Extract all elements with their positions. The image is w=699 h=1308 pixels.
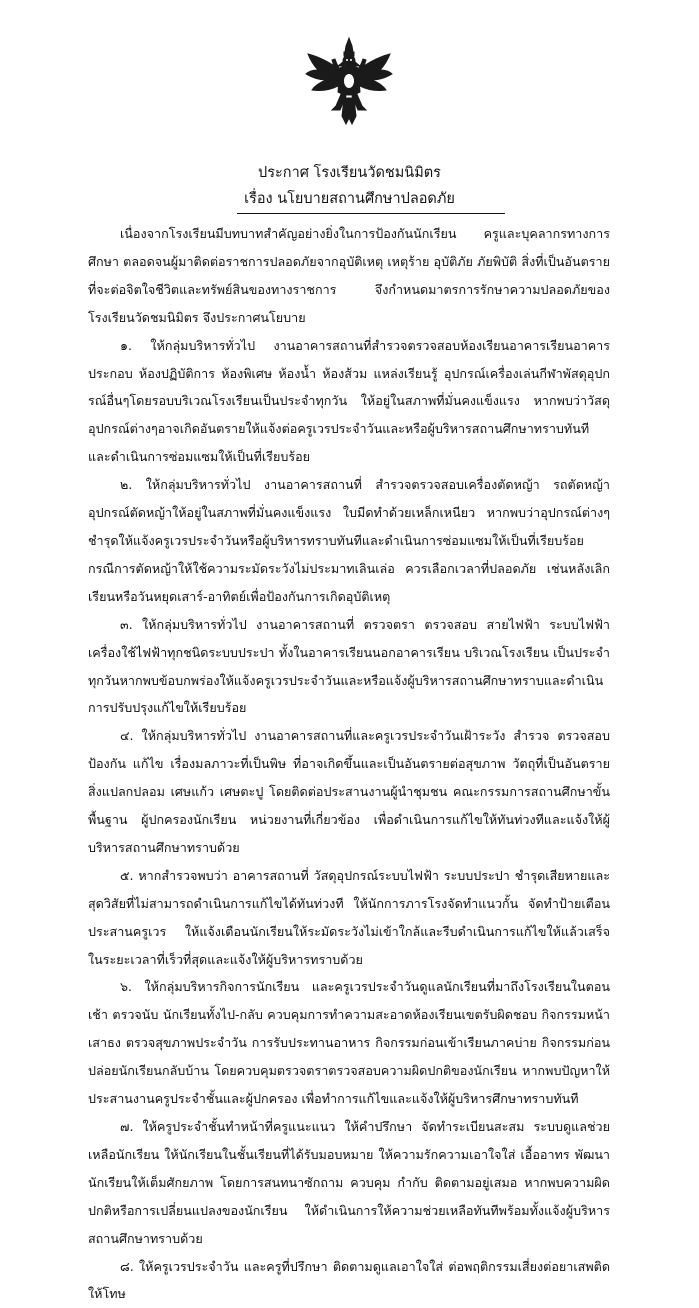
policy-item-3: ๓. ให้กลุ่มบริหารทั่วไป งานอาคารสถานที่ ตรวจตรา ตรวจสอบ สายไฟฟ้า ระบบไฟฟ้า เครื่องใช้ไฟฟ้าทุกชนิดระบบประปา ทั้งในอาคารเรียนนอกอาคารเรียน บริเวณโรงเรียน เป็นประจำทุกวันหากพบข้อบกพร่องให้แจ้งครูเวรประจำวันและหรือแจ้งผู้บริหารสถานศึกษาทราบและดำเนินการปรับปรุงแก้ไขให้เรียบร้อย [88,616,610,716]
policy-item-8: ๘. ให้ครูเวรประจำวัน และครูที่ปรึกษา ติดตามดูแลเอาใจใส่ ต่อพฤติกรรมเสี่ยงต่อยาเสพติดให้โทษ [88,1258,610,1302]
announcement-body [88,220,610,1308]
announcement-subject: เรื่อง นโยบายสถานศึกษาปลอดภัย [244,191,455,207]
policy-item-4: ๔. ให้กลุ่มบริหารทั่วไป งานอาคารสถานที่และครูเวรประจำวันเฝ้าระวัง สำรวจ ตรวจสอบ ป้องกัน แก้ไข เรื่องมลภาวะที่เป็นพิษ ที่อาจเกิดขึ้นและเป็นอันตรายต่อสุขภาพ วัตถุที่เป็นอันตราย สิ่งแปลกปลอม เศษแก้ว เศษตะปู โดยติดต่อประสานงานผู้นำชุมชน คณะกรรมการสถานศึกษาขั้นพื้นฐาน ผู้ปกครองนักเรียน หน่วยงานที่เกี่ยวข้อง เพื่อดำเนินการแก้ไขให้ทันท่วงทีและแจ้งให้ผู้บริหารสถานศึกษาทราบด้วย [88,728,610,855]
policy-item-1: ๑. ให้กลุ่มบริหารทั่วไป งานอาคารสถานที่สำรวจตรวจสอบห้องเรียนอาคารเรียนอาคารประกอบ ห้องปฏิบัติการ ห้องพิเศษ ห้องน้ำ ห้องส้วม แหล่งเรียนรู้ อุปกรณ์เครื่องเล่นกีฬาพัสดุอุปกรณ์อื่นๆโดยรอบบริเวณโรงเรียนเป็นประจำทุกวัน ให้อยู่ในสภาพที่มั่นคงแข็งแรง หากพบว่าวัสดุอุปกรณ์ต่างๆอาจเกิดอันตรายให้แจ้งต่อครูเวรประจำวันและหรือผู้บริหารสถานศึกษาทราบทันทีและดำเนินการซ่อมแซมให้เป็นที่เรียบร้อย [88,337,610,465]
intro-paragraph: เนื่องจากโรงเรียนมีบทบาทสำคัญอย่างยิ่งในการป้องกันนักเรียน ครูและบุคลากรทางการศึกษา ตลอดจนผู้มาติดต่อราชการปลอดภัยจากอุบัติเหตุ เหตุร้าย อุบัติภัย ภัยพิบัติ สิ่งที่เป็นอันตรายที่จะต่อจิตใจชีวิตและทรัพย์สินของทางราชการ จึงกำหนดมาตรการรักษาความปลอดภัยของโรงเรียนวัดชมนิมิตร จึงประกาศนโยบาย [88,226,610,325]
announcement-title: ประกาศ โรงเรียนวัดชมนิมิตร [258,165,441,181]
garuda-emblem-icon [302,36,396,128]
policy-item-6: ๖. ให้กลุ่มบริหารกิจการนักเรียน และครูเวรประจำวันดูแลนักเรียนที่มาถึงโรงเรียนในตอนเช้า ตรวจนับ นักเรียนทั้งไป-กลับ ควบคุมการทำความสะอาดห้องเรียนเขตรับผิดชอบ กิจกรรมหน้าเสาธง ตรวจสุขภาพประจำวัน การรับประทานอาหาร กิจกรรมก่อนเข้าเรียนภาคบ่าย กิจกรรมก่อนปล่อยนักเรียนกลับบ้าน โดยควบคุมตรวจตราตรวจสอบความผิดปกติของนักเรียน หากพบปัญหาให้ประสานงานครูประจำชั้นและผู้ปกครอง เพื่อทำการแก้ไขและแจ้งให้ผู้บริหารศึกษาทราบทันที [88,979,610,1107]
policy-item-7: ๗. ให้ครูประจำชั้นทำหน้าที่ครูแนะแนว ให้คำปรึกษา จัดทำระเบียนสะสม ระบบดูแลช่วยเหลือนักเรียน ให้นักเรียนในชั้นเรียนที่ได้รับมอบหมาย ให้ความรักความเอาใจใส่ เอื้ออาทร พัฒนานักเรียนให้เต็มศักยภาพ โดยการสนทนาซักถาม ควบคุม กำกับ ติดตามอยู่เสมอ หากพบความผิดปกติหรือการเปลี่ยนแปลงของนักเรียน ให้ดำเนินการให้ความช่วยเหลือทันทีพร้อมทั้งแจ้งผู้บริหารสถานศึกษาทราบด้วย [88,1119,610,1246]
policy-item-2: ๒. ให้กลุ่มบริหารทั่วไป งานอาคารสถานที่ สำรวจตรวจสอบเครื่องตัดหญ้า รถตัดหญ้า อุปกรณ์ตัดหญ้าให้อยู่ในสภาพที่มั่นคงแข็งแรง ใบมีดทำด้วยเหล็กเหนียว หากพบว่าอุปกรณ์ต่างๆชำรุดให้แจ้งครูเวรประจำวันหรือผู้บริหารทราบทันทีและดำเนินการซ่อมแซมให้เป็นที่เรียบร้อย กรณีการตัดหญ้าให้ใช้ความระมัดระวังไม่ประมาทเลินเล่อ ควรเลือกเวลาที่ปลอดภัย เช่นหลังเลิกเรียนหรือวันหยุดเสาร์-อาทิตย์เพื่อป้องกันการเกิดอุบัติเหตุ [88,477,610,604]
header-divider [237,213,505,214]
policy-item-5: ๕. หากสำรวจพบว่า อาคารสถานที่ วัสดุอุปกรณ์ระบบไฟฟ้า ระบบประปา ชำรุดเสียหายและสุดวิสัยที่ไม่สามารถดำเนินการแก้ไขได้ทันท่วงที ให้นักการภารโรงจัดทำแนวกั้น จัดทำป้ายเตือน ประสานครูเวร ให้แจ้งเตือนนักเรียนให้ระมัดระวังไม่เข้าใกล้และรีบดำเนินการแก้ไขให้แล้วเสร็จในระยะเวลาที่เร็วที่สุดและแจ้งให้ผู้บริหารทราบด้วย [88,867,610,967]
announcement-header [0,160,699,212]
